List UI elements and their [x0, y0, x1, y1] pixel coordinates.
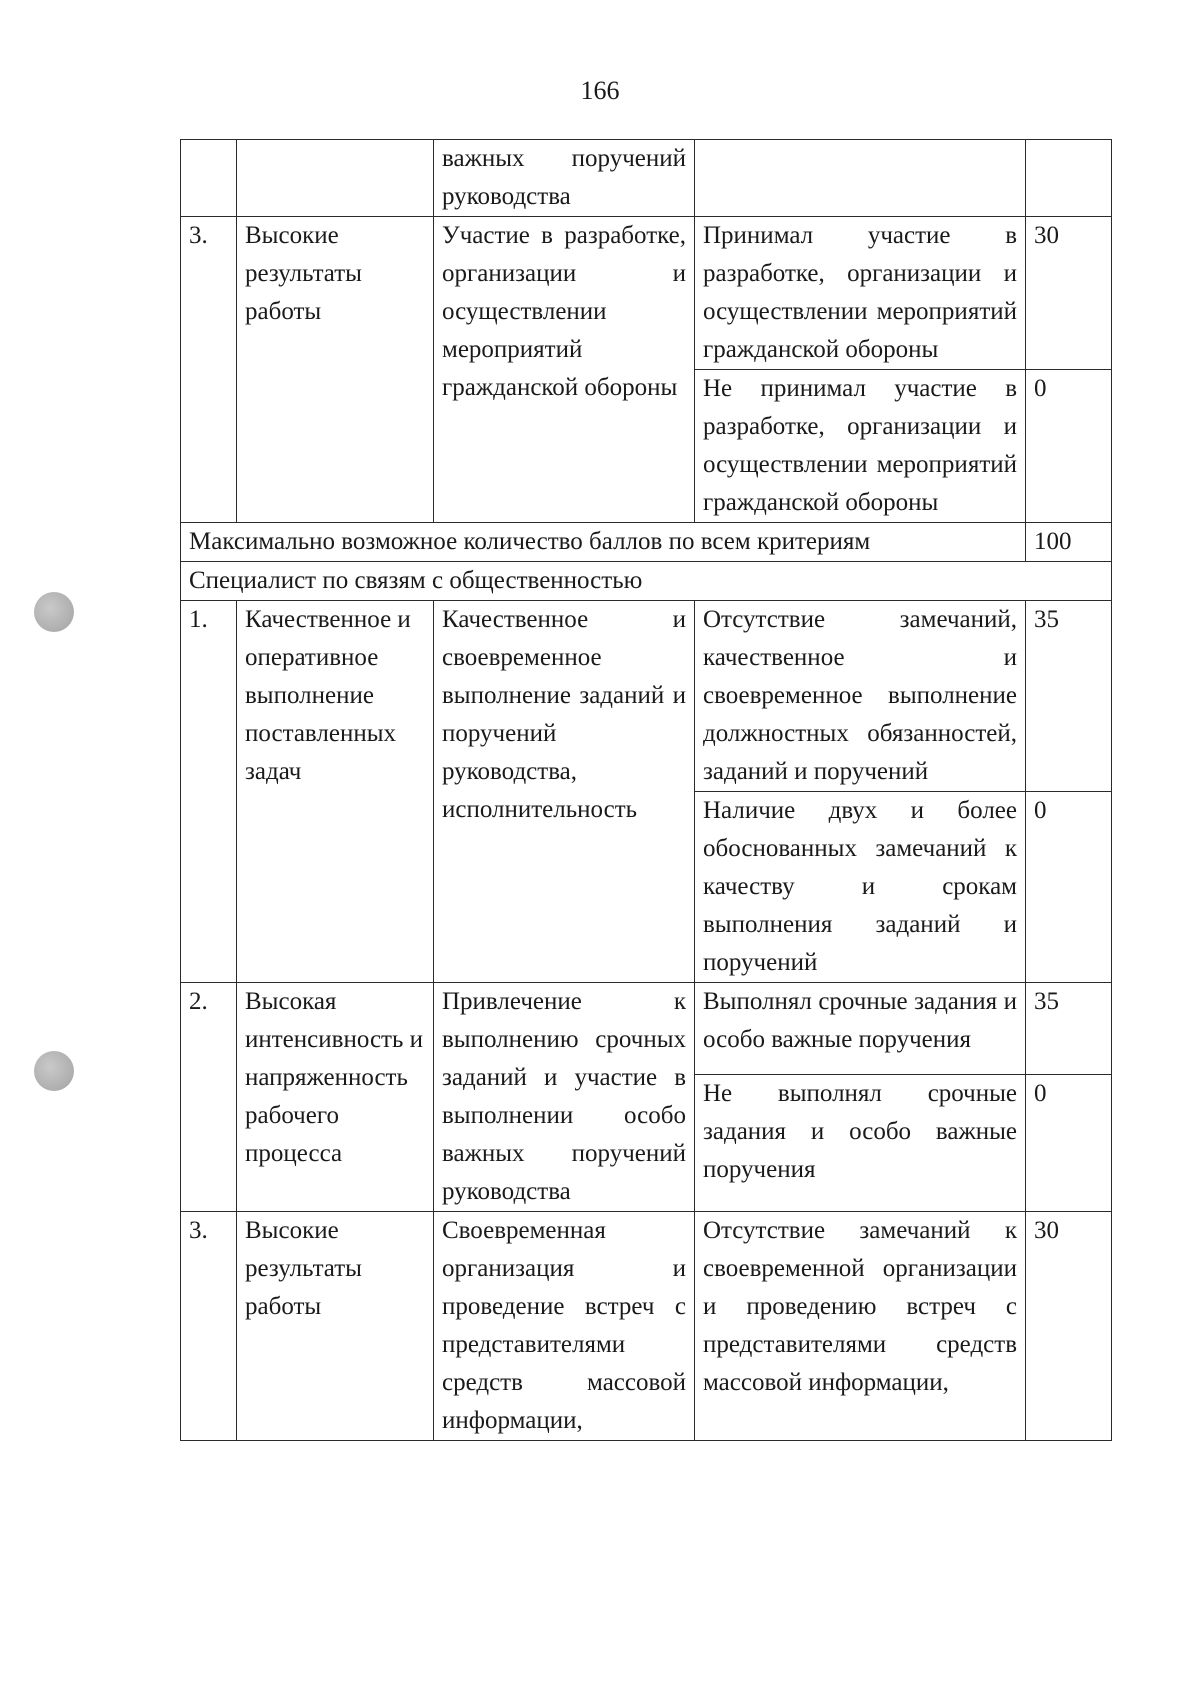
indicator-cell: Качественное и своевременное выполнение заданий и поручений руководства, исполнительность [434, 601, 695, 983]
criterion-cell: Высокие результаты работы [237, 217, 434, 523]
section-title: Специалист по связям с общественностью [181, 562, 1112, 601]
criterion-cell: Качественное и оперативное выполнение поставленных задач [237, 601, 434, 983]
criterion-cell [237, 140, 434, 217]
score-cell: 30 [1026, 217, 1112, 370]
binder-hole [34, 1051, 74, 1091]
table-row [181, 217, 1112, 370]
indicator-cell: Привлечение к выполнению срочных заданий и участие в выполнении особо важных поручений руководства [434, 983, 695, 1212]
score-cell: 0 [1026, 792, 1112, 983]
score-cell: 30 [1026, 1212, 1112, 1441]
table-row [181, 1212, 1112, 1441]
condition-cell: Отсутствие замечаний, качественное и своевременное выполнение должностных обязанностей, заданий и поручений [695, 601, 1026, 792]
score-cell: 0 [1026, 370, 1112, 523]
number-cell: 1. [181, 601, 237, 983]
section-row [181, 562, 1112, 601]
max-score-value: 100 [1026, 523, 1112, 562]
condition-cell: Не принимал участие в разработке, организации и осуществлении мероприятий гражданской обороны [695, 370, 1026, 523]
condition-cell: Наличие двух и более обоснованных замечаний к качеству и срокам выполнения заданий и поручений [695, 792, 1026, 983]
condition-cell: Принимал участие в разработке, организации и осуществлении мероприятий гражданской обороны [695, 217, 1026, 370]
score-cell: 35 [1026, 983, 1112, 1075]
table-row [181, 601, 1112, 792]
binder-hole [34, 592, 74, 632]
condition-cell: Отсутствие замечаний к своевременной организации и проведению встреч с представителями средств массовой информации, [695, 1212, 1026, 1441]
indicator-cell: Участие в разработке, организации и осуществлении мероприятий гражданской обороны [434, 217, 695, 523]
number-cell: 3. [181, 1212, 237, 1441]
score-cell: 35 [1026, 601, 1112, 792]
table-row [181, 983, 1112, 1075]
criterion-cell: Высокая интенсивность и напряженность рабочего процесса [237, 983, 434, 1212]
max-score-label: Максимально возможное количество баллов по всем критериям [181, 523, 1026, 562]
condition-cell: Не выполнял срочные задания и особо важные поручения [695, 1074, 1026, 1211]
number-cell [181, 140, 237, 217]
criteria-table [180, 139, 1112, 1441]
page-number: 166 [580, 76, 620, 105]
number-cell: 3. [181, 217, 237, 523]
score-cell: 0 [1026, 1074, 1112, 1211]
condition-cell: Выполнял срочные задания и особо важные поручения [695, 983, 1026, 1075]
max-score-row [181, 523, 1112, 562]
criterion-cell: Высокие результаты работы [237, 1212, 434, 1441]
indicator-cell: Своевременная организация и проведение встреч с представителями средств массовой информации, [434, 1212, 695, 1441]
table-row [181, 140, 1112, 217]
score-cell [1026, 140, 1112, 217]
indicator-cell: важных поручений руководства [434, 140, 695, 217]
number-cell: 2. [181, 983, 237, 1212]
condition-cell [695, 140, 1026, 217]
